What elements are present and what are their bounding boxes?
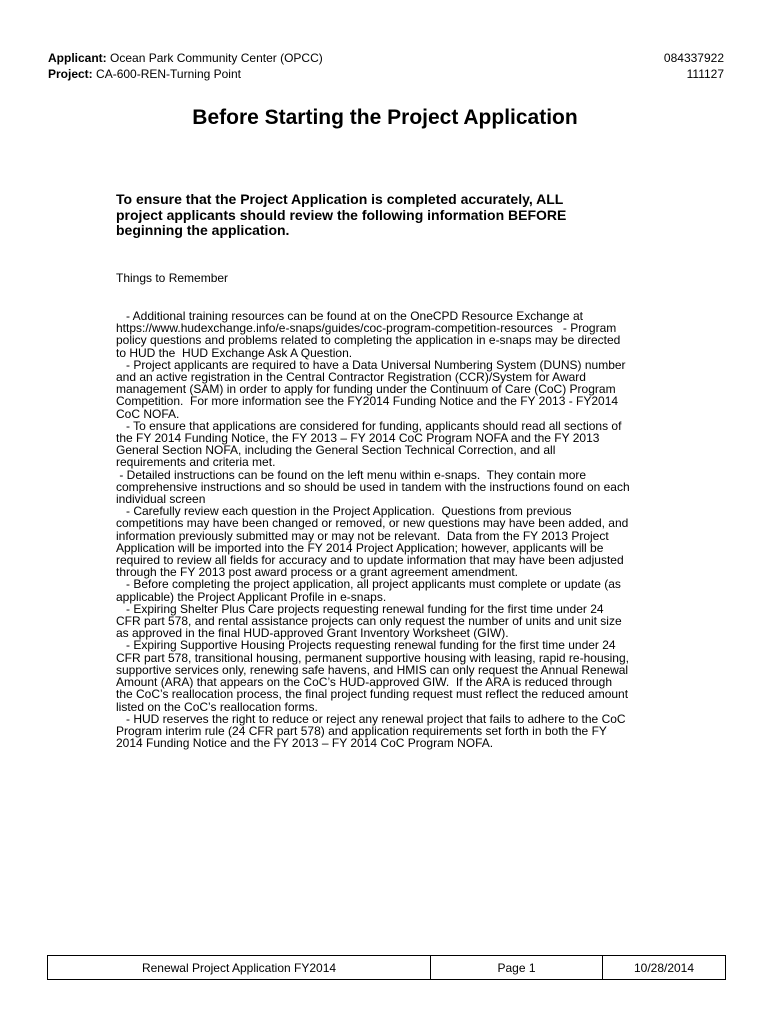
- project-label: Project:: [48, 67, 93, 81]
- body-line: comprehensive instructions and so should be used in tandem with the instructions found on each: [116, 479, 630, 494]
- body-line: supportive services only, renewing safe havens, and HMIS can only request the Annual Renewal: [116, 662, 629, 677]
- intro-line: beginning the application.: [116, 222, 290, 238]
- body-line: - Additional training resources can be found at on the OneCPD Resource Exchange at: [116, 309, 583, 323]
- body-line: - HUD reserves the right to reduce or reject any renewal project that fails to adhere to the CoC: [116, 711, 626, 726]
- body-line: through the FY 2013 post award process or a grant agreement amendment.: [116, 565, 519, 580]
- body-line: CFR part 578, transitional housing, permanent supportive housing with leasing, rapid re-housing,: [116, 650, 629, 665]
- instructions-body: [116, 310, 662, 749]
- body-line: CoC NOFA.: [116, 406, 180, 421]
- body-line: applicable) the Project Applicant Profile in e-snaps.: [116, 589, 387, 604]
- project-row: [48, 66, 724, 82]
- project-id: 111127: [686, 67, 724, 81]
- body-line: 2014 Funding Notice and the FY 2013 – FY 2014 CoC Program NOFA.: [116, 736, 494, 751]
- applicant-label: Applicant:: [48, 51, 107, 65]
- body-line: - To ensure that applications are considered for funding, applicants should read all sections of: [116, 418, 622, 433]
- body-line: as approved in the final HUD-approved Grant Inventory Worksheet (GIW).: [116, 626, 509, 641]
- body-line: General Section NOFA, including the General Section Technical Correction, and all: [116, 443, 556, 458]
- body-line: - Expiring Supportive Housing Projects requesting renewal funding for the first time under 24: [116, 638, 616, 653]
- body-line: - Carefully review each question in the Project Application. Questions from previous: [116, 504, 572, 519]
- body-line: individual screen: [116, 492, 206, 507]
- page-header: [48, 50, 724, 82]
- body-line: - Before completing the project application, all project applicants must complete or update (as: [116, 577, 621, 592]
- body-line: to HUD the HUD Exchange Ask A Question.: [116, 345, 353, 360]
- body-line: required to review all fields for accuracy and to update information that may have been adjusted: [116, 553, 624, 568]
- footer-date: 10/28/2014: [633, 960, 695, 975]
- applicant-value: Ocean Park Community Center (OPCC): [110, 51, 323, 65]
- body-line: management (SAM) in order to apply for funding under the Continuum of Care (CoC) Program: [116, 382, 616, 397]
- body-line: listed on the CoC’s reallocation forms.: [116, 699, 318, 714]
- footer-doc-name: Renewal Project Application FY2014: [48, 956, 431, 979]
- intro-line: To ensure that the Project Application is completed accurately, ALL: [116, 191, 564, 207]
- body-line: requirements and criteria met.: [116, 455, 276, 470]
- things-heading: Things to Remember: [116, 271, 229, 285]
- body-line: Program interim rule (24 CFR part 578) and application requirements set forth in both the FY: [116, 723, 607, 738]
- body-line: https://www.hudexchange.info/e-snaps/guides/coc-program-competition-resources - Program: [116, 321, 617, 336]
- body-line: - Detailed instructions can be found on the left menu within e-snaps. They contain more: [116, 467, 587, 482]
- body-line: Amount (ARA) that appears on the CoC’s HUD-approved GIW. If the ARA is reduced through: [116, 675, 613, 690]
- body-line: Competition. For more information see the FY2014 Funding Notice and the FY 2013 - FY2014: [116, 394, 619, 409]
- body-line: information previously submitted may or may not be relevant. Data from the FY 2013 Project: [116, 528, 609, 543]
- intro-paragraph: [116, 192, 636, 239]
- intro-line: project applicants should review the following information BEFORE: [116, 206, 567, 223]
- body-line: - Expiring Shelter Plus Care projects requesting renewal funding for the first time under 24: [116, 601, 604, 616]
- page-footer: [47, 955, 726, 980]
- body-line: - Project applicants are required to have a Data Universal Numbering System (DUNS) number: [116, 357, 626, 372]
- applicant-id: 084337922: [663, 51, 724, 65]
- body-line: and an active registration in the Central Contractor Registration (CCR)/System for Award: [116, 370, 586, 385]
- body-line: Application will be imported into the FY 2014 Project Application; however, applicants will be: [116, 540, 604, 555]
- body-line: policy questions and problems related to completing the application in e-snaps may be directed: [116, 333, 621, 348]
- body-line: CFR part 578, and rental assistance projects can only request the number of units and unit size: [116, 614, 622, 629]
- body-line: the CoC’s reallocation process, the final project funding request must reflect the reduced amount: [116, 687, 629, 702]
- footer-page-number: Page 1: [431, 956, 603, 979]
- body-line: competitions may have been changed or removed, or new questions may have been added, and: [116, 516, 629, 531]
- page-title: Before Starting the Project Application: [192, 106, 578, 129]
- project-value: CA-600-REN-Turning Point: [96, 67, 241, 81]
- body-line: the FY 2014 Funding Notice, the FY 2013 – FY 2014 CoC Program NOFA and the FY 2013: [116, 431, 600, 446]
- applicant-row: [48, 50, 724, 66]
